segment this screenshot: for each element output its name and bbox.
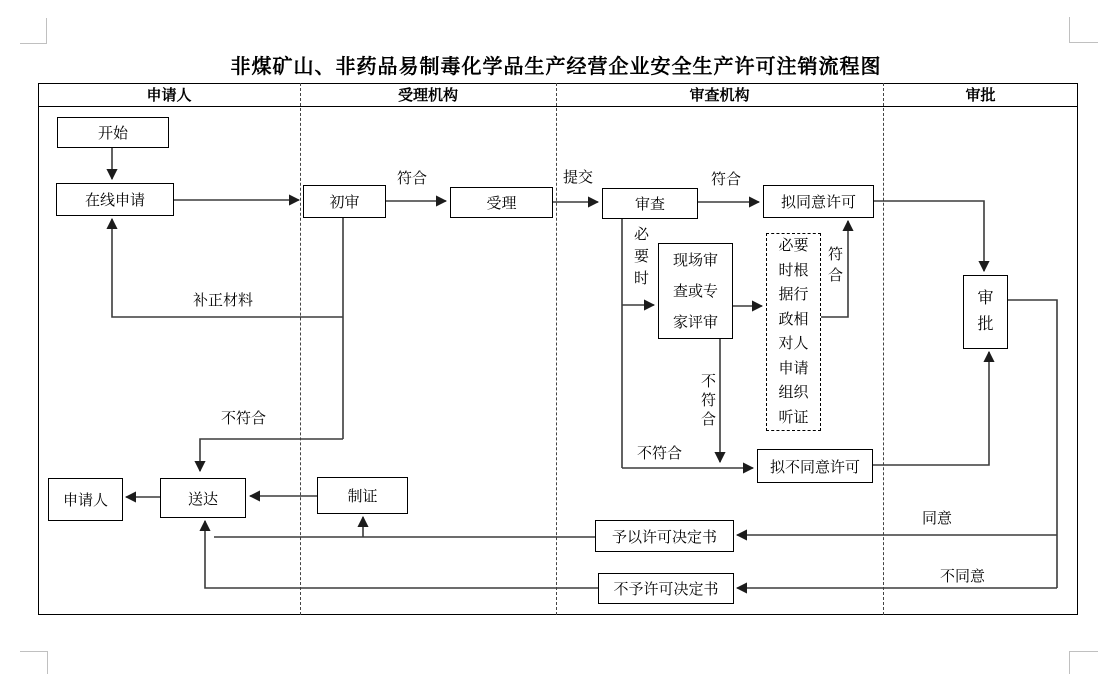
edge-label-submit: 提交 [563, 169, 594, 186]
node-make-cert: 制证 [317, 477, 408, 514]
node-review: 审查 [602, 188, 698, 219]
node-start: 开始 [57, 117, 169, 148]
flowchart-frame [38, 83, 1078, 615]
lane-header-approval: 审批 [965, 87, 996, 104]
crop-mark-top-right-icon [1069, 17, 1098, 43]
edge-label-if-necessary: 必要时 [633, 226, 649, 287]
edge-label-supplement: 补正材料 [193, 292, 254, 309]
crop-mark-top-left-icon [20, 18, 47, 44]
node-propose-approve: 拟同意许可 [763, 185, 874, 218]
edge-label-pass-first: 符合 [397, 170, 428, 187]
node-applicant: 申请人 [48, 478, 123, 521]
node-hearing [766, 233, 821, 431]
crop-mark-bottom-left-icon [20, 651, 48, 674]
lane-divider-3 [883, 83, 884, 615]
node-first-review: 初审 [303, 185, 386, 218]
node-site-review-label: 现场审查或专家评审 [672, 251, 718, 331]
lane-divider-1 [300, 83, 301, 615]
node-propose-deny: 拟不同意许可 [757, 449, 873, 483]
lane-divider-2 [556, 83, 557, 615]
edge-label-pass-hearing: 符合 [827, 246, 843, 284]
lane-header-review-agency: 审查机构 [689, 87, 750, 104]
node-grant-decision: 予以许可决定书 [595, 520, 734, 552]
node-deny-decision: 不予许可决定书 [598, 573, 734, 604]
edge-label-fail-first: 不符合 [221, 410, 267, 427]
lane-header-accepting-agency: 受理机构 [397, 87, 458, 104]
header-separator [38, 106, 1078, 107]
edge-label-disagree: 不同意 [940, 568, 986, 585]
lane-header-applicant: 申请人 [146, 87, 192, 104]
node-hearing-label: 必要时根据行政相对人申请组织听证 [778, 237, 809, 426]
page-title: 非煤矿山、非药品易制毒化学品生产经营企业安全生产许可注销流程图 [230, 56, 882, 78]
node-accept: 受理 [450, 187, 553, 218]
edge-label-agree: 同意 [922, 510, 953, 527]
edge-label-fail-site: 不符合 [700, 373, 716, 428]
node-deliver: 送达 [160, 478, 246, 518]
crop-mark-bottom-right-icon [1069, 651, 1098, 674]
node-approve [963, 275, 1008, 349]
edge-label-pass-review: 符合 [711, 171, 742, 188]
node-online-apply: 在线申请 [56, 183, 174, 216]
node-site-review [658, 243, 733, 339]
edge-label-fail-review: 不符合 [637, 445, 683, 462]
node-approve-label: 审批 [977, 290, 994, 333]
